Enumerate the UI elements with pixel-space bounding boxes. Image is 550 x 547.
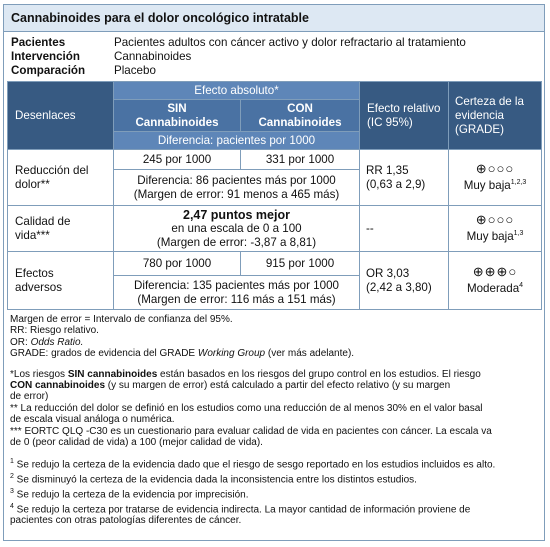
pico-label: Comparación xyxy=(11,64,86,77)
certainty-cell xyxy=(449,252,542,310)
with-value: 331 por 1000 xyxy=(241,150,360,170)
grade-note xyxy=(10,501,538,516)
abbrev-suffix: (ver más adelante). xyxy=(265,348,355,360)
table-row xyxy=(8,252,542,276)
abbrev-line xyxy=(10,337,538,348)
header-with-line: Cannabinoides xyxy=(258,115,342,129)
pico-row-intervention xyxy=(11,50,538,64)
footnote-qol: *** EORTC QLQ -C30 es un cuestionario para evaluar calidad de vida en pacientes con cáncer. La escala va xyxy=(10,425,492,437)
grade-note xyxy=(10,471,538,486)
footnote-qol: de 0 (peor calidad de vida) a 100 (mejor calidad de vida). xyxy=(10,437,263,449)
pico-row-comparison xyxy=(11,64,538,78)
relative-effect-cell xyxy=(360,252,449,310)
abbrev-line: RR: Riesgo relativo. xyxy=(10,325,99,337)
grade-note-text: Se redujo la certeza por tratarse de evidencia indirecta. La mayor cantidad de información proviene de xyxy=(13,504,471,515)
header-relative-effect xyxy=(360,82,449,150)
pico-label: Pacientes xyxy=(11,36,66,49)
without-value: 780 por 1000 xyxy=(114,252,241,276)
header-without xyxy=(114,100,241,132)
without-value: 245 por 1000 xyxy=(114,150,241,170)
outcome-line: Reducción del xyxy=(15,163,89,177)
header-outcomes: Desenlaces xyxy=(8,82,114,150)
abbrev-line: Margen de error = Intervalo de confianza del 95%. xyxy=(10,314,233,325)
certainty-label: Muy baja xyxy=(463,178,511,192)
footnote-bold: CON cannabinoides xyxy=(10,380,106,392)
pico-value: Pacientes adultos con cáncer activo y dolor refractario al tratamiento xyxy=(114,36,466,49)
relative-effect-cell xyxy=(360,150,449,206)
effect-line: (Margen de error: -3,87 a 8,81) xyxy=(156,235,317,249)
difference-cell xyxy=(114,276,360,310)
notes-section xyxy=(4,310,544,527)
difference-line: Diferencia: 135 pacientes más por 1000 xyxy=(134,278,339,292)
difference-cell xyxy=(114,170,360,206)
relative-effect-cell: -- xyxy=(360,206,449,252)
abbrev-line xyxy=(10,348,538,359)
footnote-pain: de escala visual análoga o numérica. xyxy=(10,414,175,426)
grade-note-number: 4 xyxy=(10,502,14,510)
relative-line: (0,63 a 2,9) xyxy=(366,177,426,191)
certainty-label: Moderada xyxy=(466,281,520,295)
footnote-risk xyxy=(10,380,538,391)
relative-line: (2,42 a 3,80) xyxy=(366,280,432,294)
certainty-label: Muy baja xyxy=(466,229,514,243)
summary-of-findings-table xyxy=(3,4,545,541)
grade-note-text: Se redujo la certeza de la evidencia por imprecisión. xyxy=(13,489,249,501)
footnote-risk: de error) xyxy=(10,391,49,403)
certainty-cell xyxy=(449,206,542,252)
pico-block xyxy=(4,32,544,81)
header-absolute-effect: Efecto absoluto* xyxy=(114,82,360,100)
footnote-pain: ** La reducción del dolor se definió en los estudios como una reducción de al menos 30% en el valor basal xyxy=(10,402,483,414)
outcome-line: vida*** xyxy=(15,228,50,242)
pico-value: Cannabinoides xyxy=(114,50,192,63)
footnote-text: (y su margen de error) está calculado a partir del efecto relativo (y su margen xyxy=(105,380,451,392)
header-without-line: Cannabinoides xyxy=(135,115,219,129)
header-relative-line: (IC 95%) xyxy=(367,115,413,129)
footnote-bold: SIN cannabinoides xyxy=(67,368,158,380)
grade-note: pacientes con otras patologías diferentes de cáncer. xyxy=(10,515,242,527)
grade-note-number: 1 xyxy=(10,458,14,466)
header-certainty-line: evidencia xyxy=(455,108,504,122)
certainty-circles-icon: ⊕○○○ xyxy=(475,212,515,228)
header-with xyxy=(241,100,360,132)
effect-cell xyxy=(114,206,360,252)
outcome-line: adversos xyxy=(15,280,63,294)
pico-row-patients xyxy=(11,36,538,50)
outcome-line: Efectos xyxy=(15,266,54,280)
certainty-cell xyxy=(449,150,542,206)
footnote-risk xyxy=(10,369,538,380)
footnote-text: están basados en los riesgos del grupo control en los estudios. El riesgo xyxy=(157,368,481,380)
outcome-cell xyxy=(8,150,114,206)
grade-note xyxy=(10,456,538,471)
certainty-circles-icon: ⊕⊕⊕○ xyxy=(472,264,518,280)
certainty-footnote-ref: 4 xyxy=(519,282,524,290)
abbrev-italic: Odds Ratio. xyxy=(30,336,84,348)
abbrev-prefix: OR: xyxy=(10,336,31,348)
abbrev-prefix: GRADE: grados de evidencia del GRADE xyxy=(10,348,198,360)
outcome-cell xyxy=(8,206,114,252)
grade-note xyxy=(10,486,538,501)
outcome-cell xyxy=(8,252,114,310)
outcome-line: Calidad de xyxy=(15,214,71,228)
effect-value: 2,47 puntos mejor xyxy=(183,207,290,222)
table-row xyxy=(8,150,542,170)
grade-note-text: Se redujo la certeza de la evidencia dado que el riesgo de sesgo reportado en los estudios incluidos es alto. xyxy=(13,459,496,471)
pico-label: Intervención xyxy=(11,50,80,63)
certainty-footnote-ref: 1,3 xyxy=(513,230,524,238)
relative-line: OR 3,03 xyxy=(366,266,410,280)
grade-note-text: Se disminuyó la certeza de la evidencia dada la inconsistencia entre los distintos estudios. xyxy=(13,474,417,486)
grade-note-number: 2 xyxy=(10,473,14,481)
header-certainty-line: (GRADE) xyxy=(455,122,504,136)
outcome-line: dolor** xyxy=(15,177,50,191)
grade-note-number: 3 xyxy=(10,487,14,495)
header-certainty xyxy=(449,82,542,150)
pico-value: Placebo xyxy=(114,64,156,77)
header-certainty-line: Certeza de la xyxy=(455,94,524,108)
with-value: 915 por 1000 xyxy=(241,252,360,276)
abbrev-italic: Working Group xyxy=(197,348,266,360)
relative-line: RR 1,35 xyxy=(366,163,409,177)
difference-line: Diferencia: 86 pacientes más por 1000 xyxy=(137,173,336,187)
certainty-circles-icon: ⊕○○○ xyxy=(475,161,515,177)
header-with-line: CON xyxy=(287,101,313,115)
header-difference: Diferencia: pacientes por 1000 xyxy=(114,132,360,150)
certainty-footnote-ref: 1,2,3 xyxy=(510,179,527,187)
difference-line: (Margen de error: 91 menos a 465 más) xyxy=(133,187,340,201)
difference-line: (Margen de error: 116 más a 151 más) xyxy=(137,292,336,306)
results-table xyxy=(7,81,542,310)
footnote-text: *Los riesgos xyxy=(10,368,68,380)
header-without-line: SIN xyxy=(167,101,187,115)
table-title: Cannabinoides para el dolor oncológico intratable xyxy=(4,5,544,32)
header-relative-line: Efecto relativo xyxy=(367,101,441,115)
effect-line: en una escala de 0 a 100 xyxy=(171,221,302,235)
table-row xyxy=(8,206,542,252)
